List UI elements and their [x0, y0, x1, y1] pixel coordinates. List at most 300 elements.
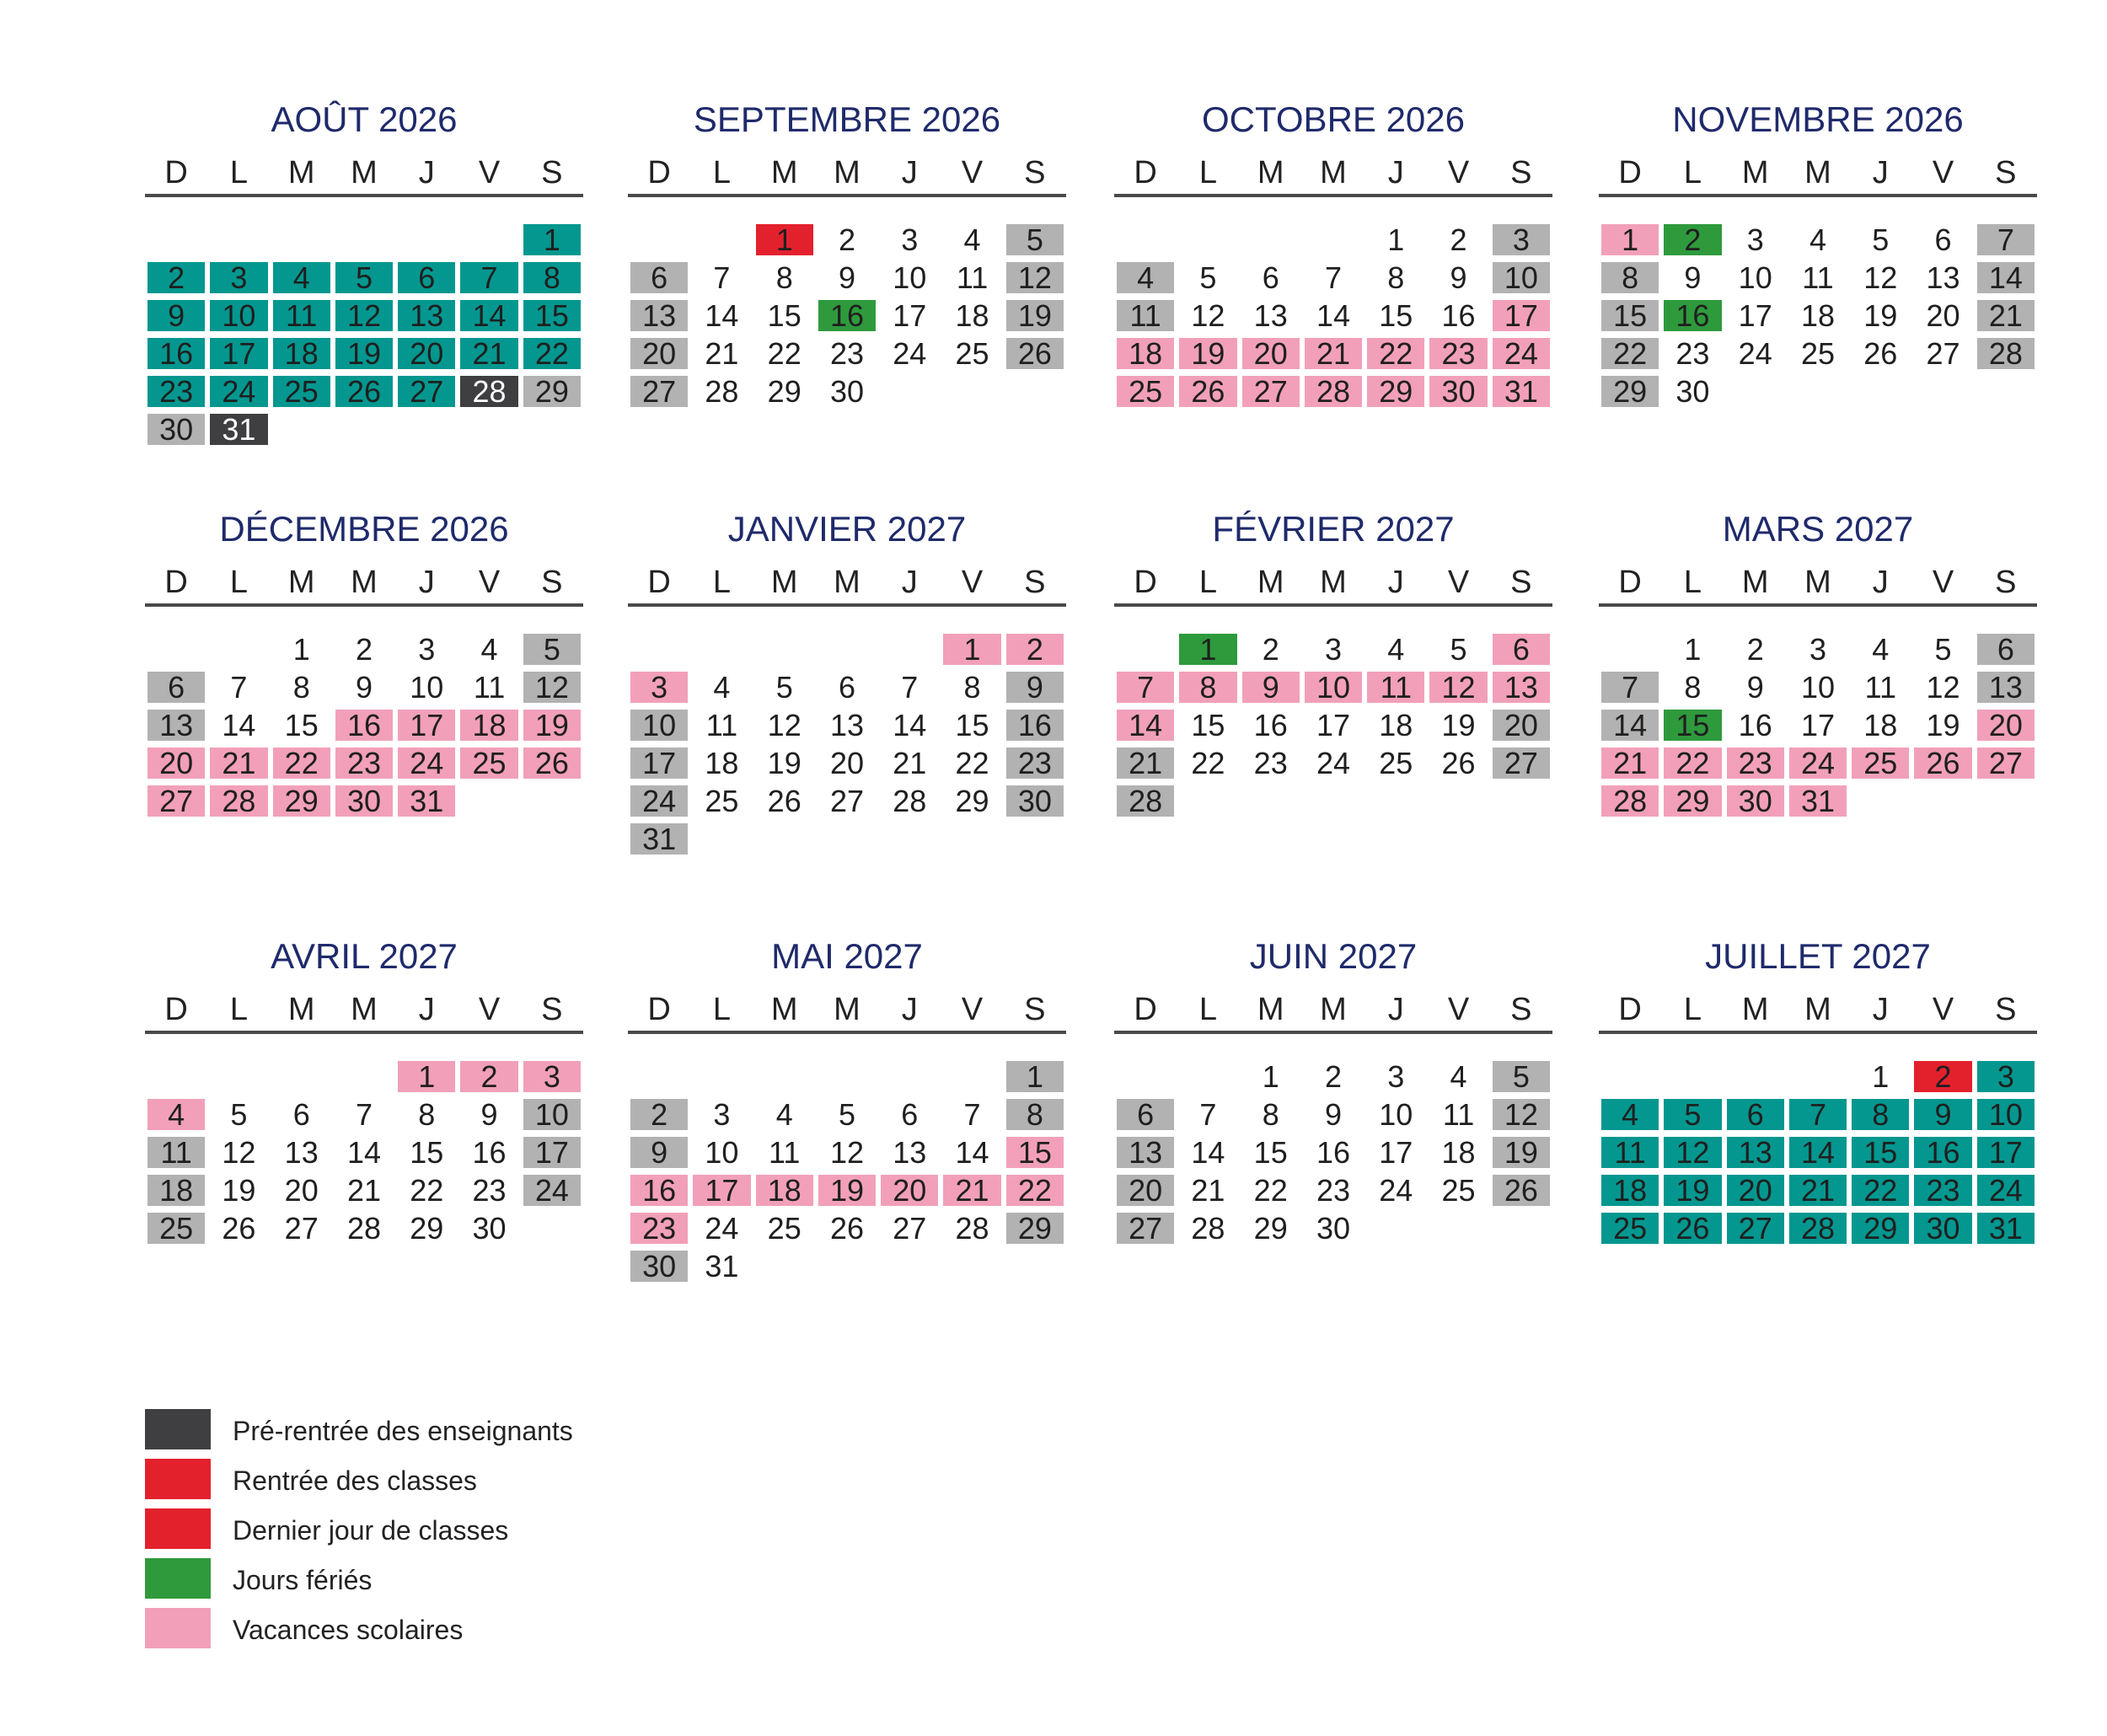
- weekday-label: S: [1995, 155, 2017, 190]
- day-cell: 2: [1006, 634, 1064, 665]
- day-cell: 21: [1117, 747, 1174, 779]
- day-cell: 2: [1450, 222, 1467, 257]
- day-cell: 29: [1006, 1213, 1064, 1244]
- month-3: [1599, 94, 2037, 410]
- day-cell: 29: [273, 785, 330, 817]
- legend-swatch: [145, 1459, 211, 1499]
- day-cell: 23: [1253, 746, 1288, 780]
- day-cell: 18: [1863, 708, 1898, 742]
- day-cell: 14: [1977, 262, 2035, 293]
- day-cell: 5: [1664, 1099, 1721, 1130]
- day-cell: 2: [147, 262, 205, 293]
- month-title: SEPTEMBRE 2026: [693, 99, 1001, 139]
- day-cell: 3: [1746, 222, 1764, 257]
- day-cell: 5: [1872, 222, 1890, 257]
- day-cell: 9: [355, 670, 373, 705]
- day-cell: 11: [1802, 260, 1834, 295]
- day-cell: 13: [1977, 672, 2035, 703]
- weekday-label: J: [1872, 155, 1889, 190]
- day-cell: 4: [1387, 632, 1405, 667]
- day-cell: 5: [230, 1097, 248, 1132]
- day-cell: 5: [1934, 632, 1952, 667]
- day-grid: [628, 630, 1066, 858]
- day-cell: 11: [147, 1137, 205, 1168]
- day-cell: 23: [630, 1213, 688, 1244]
- day-cell: 13: [1727, 1137, 1784, 1168]
- day-cell: 11: [1864, 670, 1896, 705]
- weekday-label: J: [1387, 155, 1404, 190]
- day-cell: 21: [1789, 1175, 1847, 1206]
- day-cell: 5: [838, 1097, 855, 1132]
- day-cell: 24: [523, 1175, 581, 1206]
- legend-label: Dernier jour de classes: [233, 1515, 509, 1546]
- day-cell: 23: [1727, 747, 1784, 779]
- day-cell: 28: [955, 1211, 989, 1246]
- weekday-label: L: [712, 992, 731, 1027]
- day-cell: 21: [210, 747, 267, 779]
- weekday-header: [145, 561, 583, 607]
- day-cell: 29: [1852, 1213, 1909, 1244]
- day-cell: 23: [829, 336, 865, 371]
- day-cell: 7: [1977, 224, 2035, 255]
- day-cell: 31: [1977, 1213, 2035, 1244]
- day-cell: 14: [346, 1135, 382, 1170]
- weekday-label: D: [1134, 565, 1157, 600]
- day-cell: 29: [1601, 376, 1659, 407]
- day-cell: 10: [1738, 260, 1772, 295]
- day-cell: 25: [460, 747, 517, 779]
- day-cell: 25: [147, 1213, 205, 1244]
- weekday-header: [1114, 152, 1552, 197]
- weekday-label: V: [478, 565, 501, 600]
- day-cell: 3: [1493, 224, 1550, 255]
- weekday-label: M: [287, 565, 315, 600]
- day-cell: 1: [292, 632, 310, 667]
- day-cell: 3: [713, 1097, 731, 1132]
- day-cell: 2: [630, 1099, 688, 1130]
- day-cell: 29: [410, 1211, 444, 1246]
- day-cell: 28: [893, 784, 927, 818]
- day-cell: 23: [1914, 1175, 1971, 1206]
- weekday-label: D: [647, 565, 671, 600]
- weekday-label: M: [1804, 155, 1831, 190]
- weekday-label: J: [418, 565, 435, 600]
- legend-label: Rentrée des classes: [233, 1465, 477, 1496]
- weekday-label: S: [1995, 565, 2017, 600]
- day-cell: 8: [1262, 1097, 1279, 1132]
- day-cell: 22: [955, 746, 989, 780]
- weekday-label: S: [541, 565, 563, 600]
- day-cell: 17: [1800, 708, 1836, 742]
- day-cell: 26: [335, 376, 393, 407]
- weekday-label: D: [1618, 992, 1642, 1027]
- weekday-label: L: [1683, 992, 1702, 1027]
- day-cell: 6: [901, 1097, 919, 1132]
- day-cell: 20: [284, 1173, 319, 1208]
- day-cell: 12: [1006, 262, 1064, 293]
- weekday-label: J: [1387, 565, 1404, 600]
- day-cell: 27: [893, 1211, 927, 1246]
- day-cell: 8: [1684, 670, 1702, 705]
- day-cell: 3: [523, 1061, 581, 1092]
- day-cell: 12: [1191, 298, 1225, 333]
- day-cell: 19: [767, 746, 802, 780]
- weekday-header: [145, 152, 583, 197]
- weekday-label: S: [541, 992, 563, 1027]
- day-cell: 25: [1852, 747, 1909, 779]
- weekday-label: L: [229, 565, 248, 600]
- day-cell: 26: [1179, 376, 1236, 407]
- day-cell: 26: [523, 747, 581, 779]
- weekday-label: J: [901, 992, 918, 1027]
- day-cell: 7: [1601, 672, 1659, 703]
- day-cell: 1: [756, 224, 813, 255]
- day-cell: 16: [818, 300, 876, 331]
- day-cell: 29: [1664, 785, 1721, 817]
- day-cell: 9: [1242, 672, 1300, 703]
- day-cell: 14: [893, 708, 927, 742]
- day-cell: 11: [473, 670, 506, 705]
- day-cell: 11: [1442, 1097, 1475, 1132]
- day-cell: 2: [1914, 1061, 1971, 1092]
- day-cell: 16: [1914, 1137, 1971, 1168]
- day-cell: 7: [355, 1097, 373, 1132]
- day-cell: 11: [705, 708, 738, 742]
- day-cell: 27: [398, 376, 455, 407]
- day-cell: 27: [1493, 747, 1550, 779]
- day-cell: 19: [335, 338, 393, 369]
- day-cell: 12: [767, 708, 802, 742]
- day-cell: 16: [1441, 298, 1476, 333]
- weekday-label: S: [1024, 155, 1046, 190]
- month-title: MAI 2027: [771, 936, 923, 976]
- day-cell: 27: [1977, 747, 2035, 779]
- day-cell: 10: [893, 260, 927, 295]
- day-cell: 26: [1664, 1213, 1721, 1244]
- weekday-label: D: [1134, 155, 1157, 190]
- weekday-label: M: [287, 992, 315, 1027]
- day-cell: 24: [1977, 1175, 2035, 1206]
- day-cell: 30: [1727, 785, 1784, 817]
- day-cell: 28: [1601, 785, 1659, 817]
- day-cell: 16: [472, 1135, 507, 1170]
- day-cell: 1: [398, 1061, 455, 1092]
- day-cell: 19: [222, 1173, 256, 1208]
- day-cell: 16: [1664, 300, 1721, 331]
- day-cell: 22: [1852, 1175, 1909, 1206]
- weekday-label: V: [961, 155, 984, 190]
- day-cell: 18: [1441, 1135, 1476, 1170]
- month-10: [1114, 931, 1552, 1247]
- day-cell: 11: [956, 260, 989, 295]
- day-cell: 15: [1852, 1137, 1909, 1168]
- day-cell: 20: [881, 1175, 938, 1206]
- day-cell: 21: [1977, 300, 2035, 331]
- day-cell: 13: [1117, 1137, 1174, 1168]
- month-title: NOVEMBRE 2026: [1672, 99, 1964, 139]
- month-11: [1599, 931, 2037, 1247]
- day-cell: 24: [1493, 338, 1550, 369]
- day-cell: 19: [1664, 1175, 1721, 1206]
- weekday-label: J: [901, 155, 918, 190]
- day-cell: 1: [523, 224, 581, 255]
- day-cell: 24: [630, 785, 688, 817]
- day-cell: 8: [1601, 262, 1659, 293]
- day-cell: 6: [838, 670, 855, 705]
- day-cell: 14: [1316, 298, 1351, 333]
- day-cell: 8: [523, 262, 581, 293]
- day-cell: 19: [1179, 338, 1236, 369]
- legend-label: Jours fériés: [233, 1565, 373, 1595]
- weekday-label: L: [1683, 565, 1702, 600]
- day-cell: 4: [1450, 1059, 1467, 1094]
- weekday-label: M: [1320, 155, 1347, 190]
- day-cell: 13: [398, 300, 455, 331]
- day-cell: 12: [1926, 670, 1960, 705]
- day-cell: 6: [1493, 634, 1550, 665]
- day-cell: 28: [1977, 338, 2035, 369]
- day-cell: 25: [705, 784, 739, 818]
- day-cell: 6: [147, 672, 205, 703]
- day-cell: 30: [1675, 374, 1710, 409]
- day-cell: 28: [1117, 785, 1174, 817]
- weekday-label: M: [1320, 565, 1347, 600]
- weekday-label: L: [1198, 992, 1217, 1027]
- day-cell: 21: [346, 1173, 382, 1208]
- day-cell: 16: [1316, 1135, 1351, 1170]
- weekday-header: [145, 989, 583, 1034]
- day-cell: 26: [767, 784, 802, 818]
- day-cell: 18: [955, 298, 989, 333]
- weekday-label: L: [1198, 565, 1217, 600]
- day-cell: 16: [1006, 710, 1064, 741]
- day-grid: [1599, 1058, 2037, 1247]
- day-cell: 4: [273, 262, 330, 293]
- weekday-label: D: [647, 155, 671, 190]
- day-cell: 13: [1493, 672, 1550, 703]
- day-cell: 15: [1664, 710, 1721, 741]
- day-cell: 27: [1926, 336, 1960, 371]
- day-cell: 27: [630, 376, 688, 407]
- day-cell: 1: [943, 634, 1000, 665]
- weekday-label: D: [164, 992, 188, 1027]
- day-cell: 8: [775, 260, 793, 295]
- month-title: OCTOBRE 2026: [1201, 99, 1466, 139]
- day-cell: 15: [523, 300, 581, 331]
- weekday-label: J: [1872, 565, 1889, 600]
- day-cell: 25: [767, 1211, 802, 1246]
- weekday-label: M: [834, 565, 860, 600]
- day-cell: 24: [1789, 747, 1847, 779]
- day-cell: 10: [1493, 262, 1550, 293]
- day-cell: 3: [1387, 1059, 1405, 1094]
- day-grid: [628, 1058, 1066, 1285]
- day-cell: 9: [1450, 260, 1467, 295]
- day-cell: 11: [1367, 672, 1424, 703]
- day-cell: 12: [829, 1135, 865, 1170]
- day-cell: 12: [523, 672, 581, 703]
- day-cell: 30: [1429, 376, 1487, 407]
- weekday-label: V: [1932, 992, 1954, 1027]
- weekday-label: M: [1804, 992, 1831, 1027]
- weekday-label: L: [712, 565, 731, 600]
- day-cell: 19: [1863, 298, 1898, 333]
- day-cell: 15: [955, 708, 989, 742]
- day-cell: 17: [1316, 708, 1351, 742]
- month-title: DÉCEMBRE 2026: [219, 509, 509, 549]
- day-cell: 1: [1262, 1059, 1279, 1094]
- day-cell: 2: [1746, 632, 1764, 667]
- day-cell: 26: [1441, 746, 1476, 780]
- day-cell: 4: [713, 670, 731, 705]
- day-cell: 13: [630, 300, 688, 331]
- day-cell: 26: [222, 1211, 256, 1246]
- day-cell: 6: [292, 1097, 310, 1132]
- day-grid: [1114, 630, 1552, 820]
- weekday-label: J: [418, 155, 435, 190]
- weekday-label: S: [1510, 565, 1532, 600]
- day-cell: 9: [1324, 1097, 1342, 1132]
- day-cell: 22: [1253, 1173, 1288, 1208]
- day-cell: 19: [1493, 1137, 1550, 1168]
- day-cell: 27: [1727, 1213, 1784, 1244]
- weekday-header: [1599, 561, 2037, 607]
- weekday-label: M: [1257, 155, 1284, 190]
- month-5: [628, 504, 1066, 858]
- day-cell: 22: [1006, 1175, 1064, 1206]
- day-cell: 30: [1316, 1211, 1351, 1246]
- legend-swatch: [145, 1508, 211, 1549]
- day-cell: 5: [775, 670, 793, 705]
- day-cell: 26: [1493, 1175, 1550, 1206]
- day-cell: 1: [1601, 224, 1659, 255]
- day-cell: 23: [1429, 338, 1487, 369]
- weekday-label: V: [961, 992, 984, 1027]
- day-cell: 6: [398, 262, 455, 293]
- day-cell: 9: [630, 1137, 688, 1168]
- month-4: [145, 504, 583, 820]
- day-cell: 26: [1863, 336, 1898, 371]
- day-cell: 22: [767, 336, 802, 371]
- day-cell: 9: [1914, 1099, 1971, 1130]
- day-cell: 22: [1601, 338, 1659, 369]
- day-cell: 29: [1367, 376, 1424, 407]
- day-cell: 4: [1872, 632, 1890, 667]
- day-cell: 1: [1872, 1059, 1890, 1094]
- day-cell: 14: [1191, 1135, 1225, 1170]
- day-cell: 14: [460, 300, 517, 331]
- day-cell: 18: [1117, 338, 1174, 369]
- day-cell: 19: [1926, 708, 1960, 742]
- day-cell: 5: [1199, 260, 1217, 295]
- day-cell: 8: [1006, 1099, 1064, 1130]
- day-cell: 1: [1387, 222, 1405, 257]
- day-cell: 25: [1379, 746, 1413, 780]
- day-cell: 14: [1117, 710, 1174, 741]
- day-cell: 17: [398, 710, 455, 741]
- weekday-label: M: [1741, 155, 1769, 190]
- day-cell: 18: [756, 1175, 813, 1206]
- day-cell: 17: [1379, 1135, 1413, 1170]
- day-cell: 20: [829, 746, 865, 780]
- day-cell: 14: [1601, 710, 1659, 741]
- day-cell: 21: [460, 338, 517, 369]
- day-cell: 3: [630, 672, 688, 703]
- weekday-label: D: [1618, 155, 1642, 190]
- day-cell: 27: [829, 784, 865, 818]
- day-cell: 4: [480, 632, 498, 667]
- day-cell: 4: [963, 222, 981, 257]
- day-cell: 8: [1852, 1099, 1909, 1130]
- weekday-label: M: [351, 155, 378, 190]
- day-cell: 2: [838, 222, 855, 257]
- day-cell: 10: [630, 710, 688, 741]
- day-cell: 13: [1253, 298, 1288, 333]
- day-cell: 8: [963, 670, 981, 705]
- day-cell: 9: [838, 260, 855, 295]
- day-cell: 20: [1117, 1175, 1174, 1206]
- day-cell: 30: [335, 785, 393, 817]
- day-cell: 2: [1324, 1059, 1342, 1094]
- day-cell: 17: [630, 747, 688, 779]
- weekday-label: V: [961, 565, 984, 600]
- day-cell: 10: [523, 1099, 581, 1130]
- day-cell: 11: [273, 300, 330, 331]
- month-9: [628, 931, 1066, 1285]
- month-title: AVRIL 2027: [271, 936, 458, 976]
- day-cell: 22: [1191, 746, 1225, 780]
- day-cell: 16: [147, 338, 205, 369]
- day-cell: 25: [273, 376, 330, 407]
- day-grid: [1114, 221, 1552, 410]
- month-title: AOÛT 2026: [271, 99, 458, 139]
- day-grid: [1599, 630, 2037, 820]
- day-cell: 31: [1789, 785, 1847, 817]
- day-cell: 31: [398, 785, 455, 817]
- weekday-label: J: [418, 992, 435, 1027]
- day-cell: 7: [1789, 1099, 1847, 1130]
- day-grid: [1599, 221, 2037, 410]
- day-cell: 1: [1684, 632, 1702, 667]
- day-cell: 19: [523, 710, 581, 741]
- day-cell: 29: [767, 374, 802, 409]
- day-cell: 6: [1934, 222, 1952, 257]
- day-cell: 4: [1809, 222, 1826, 257]
- day-cell: 20: [398, 338, 455, 369]
- day-cell: 27: [147, 785, 205, 817]
- day-cell: 18: [1800, 298, 1836, 333]
- weekday-label: S: [541, 155, 563, 190]
- day-cell: 15: [284, 708, 319, 742]
- day-cell: 2: [355, 632, 373, 667]
- weekday-label: L: [229, 155, 248, 190]
- day-cell: 15: [1379, 298, 1413, 333]
- day-cell: 10: [1977, 1099, 2035, 1130]
- day-cell: 21: [1191, 1173, 1225, 1208]
- day-cell: 17: [210, 338, 267, 369]
- weekday-label: M: [770, 155, 798, 190]
- month-title: JANVIER 2027: [727, 509, 967, 549]
- day-cell: 25: [1117, 376, 1174, 407]
- day-cell: 31: [705, 1249, 739, 1283]
- day-cell: 4: [1117, 262, 1174, 293]
- day-cell: 3: [210, 262, 267, 293]
- weekday-header: [1599, 152, 2037, 197]
- day-cell: 10: [705, 1135, 739, 1170]
- day-cell: 2: [1262, 632, 1279, 667]
- day-cell: 28: [460, 376, 517, 407]
- day-cell: 11: [1117, 300, 1174, 331]
